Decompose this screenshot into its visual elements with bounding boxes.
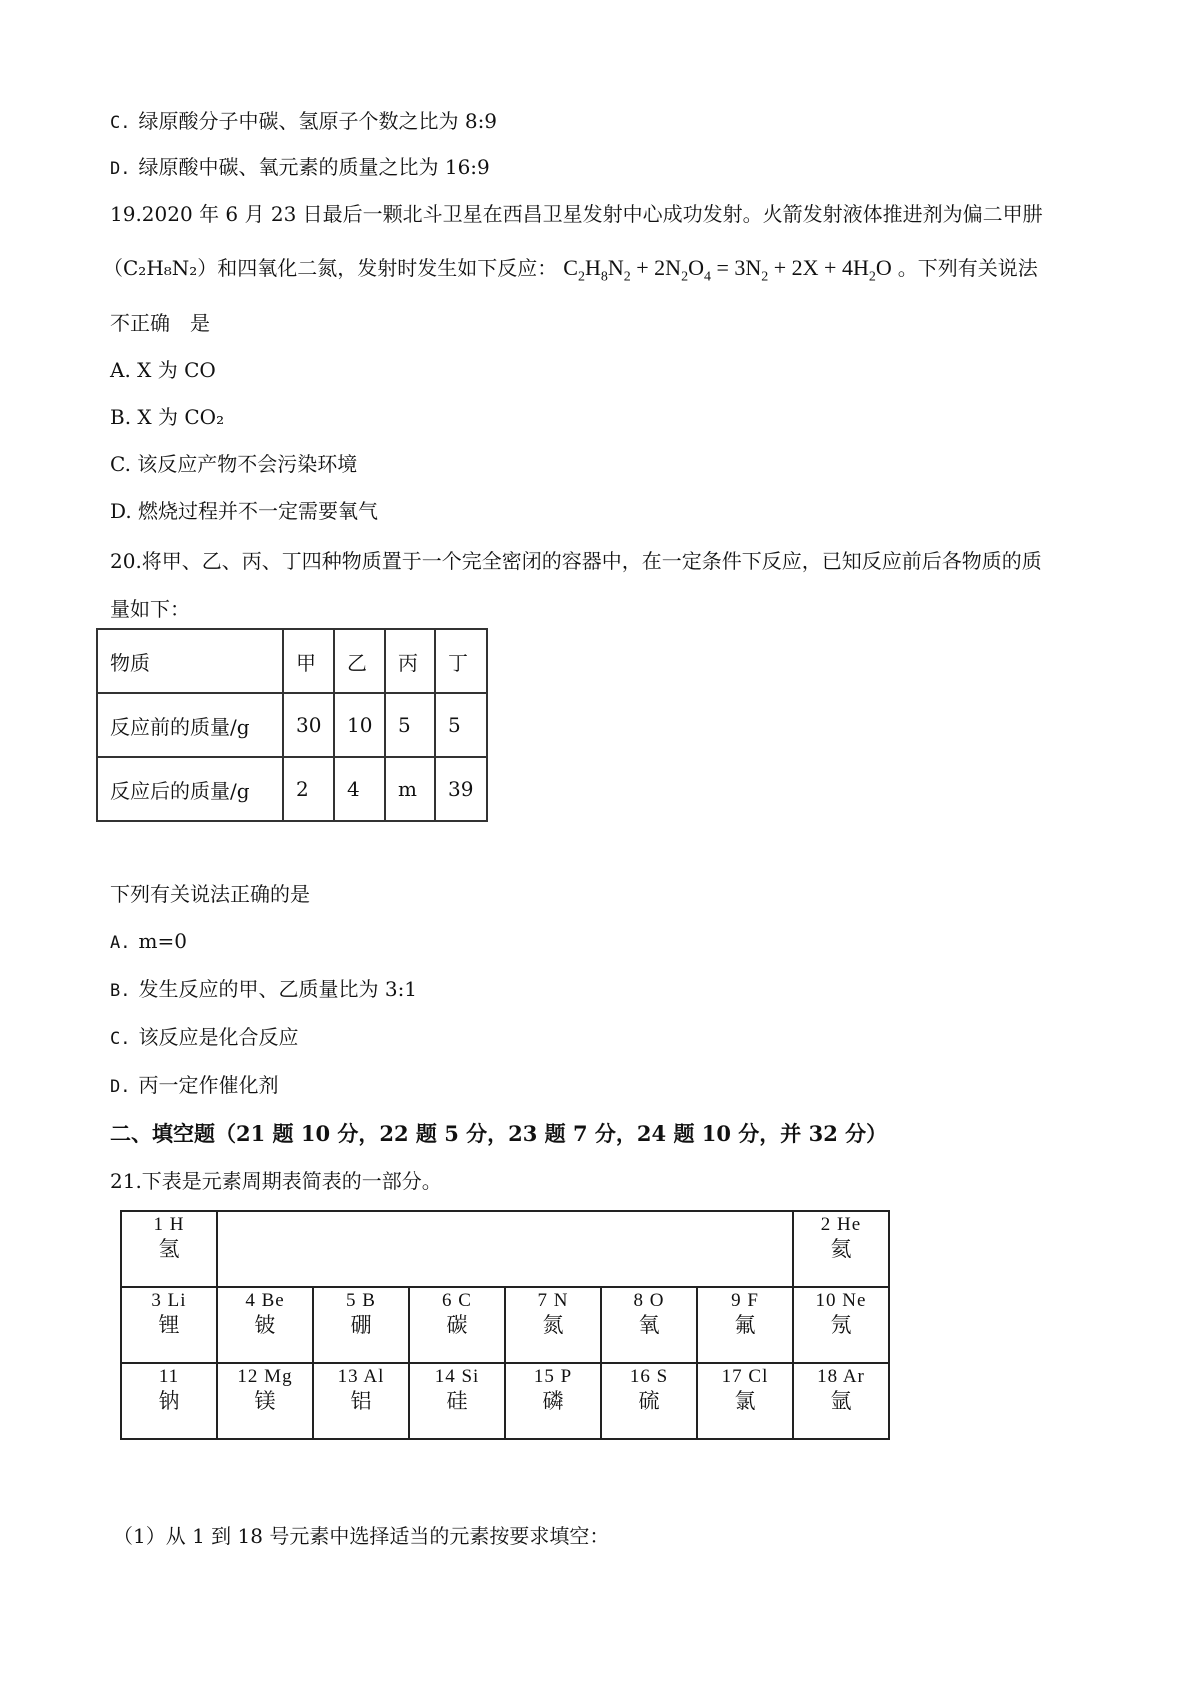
element-cell <box>793 1211 889 1287</box>
element-symbol: 11 <box>158 1366 180 1387</box>
option-text: 该反应是化合反应 <box>138 1025 299 1049</box>
reaction-equation: $C_2H_8N_2 + 2N_2O_4 = 3N_2 + 2X + 4H_2O$ <box>563 255 892 285</box>
element-cell <box>217 1287 313 1363</box>
option-letter: B. <box>110 981 131 1001</box>
element-symbol: 12 Mg <box>237 1366 293 1387</box>
table-cell: 反应后的质量/g <box>97 757 283 821</box>
element-name: 氩 <box>830 1389 852 1413</box>
table-cell: 39 <box>435 757 487 821</box>
table-cell: 甲 <box>283 629 334 693</box>
element-name: 氧 <box>638 1313 660 1337</box>
element-name: 碳 <box>446 1313 468 1337</box>
option-text: 丙一定作催化剂 <box>138 1073 279 1097</box>
section-title: 二、填空题（21 题 10 分，22 题 5 分，23 题 7 分，24 题 10 分，并 32 分） <box>110 1121 888 1146</box>
table-row <box>121 1211 889 1287</box>
periodic-table <box>120 1210 890 1440</box>
q19-option-d: D. 燃烧过程并不一定需要氧气 <box>110 499 379 523</box>
option-text: 发生反应的甲、乙质量比为 3:1 <box>138 977 418 1001</box>
q20-stem-line2: 量如下： <box>110 597 190 621</box>
element-cell <box>697 1363 793 1439</box>
table-cell: 物质 <box>97 629 283 693</box>
q18-option-d <box>110 153 490 183</box>
table-cell: m <box>385 757 435 821</box>
element-symbol: 5 B <box>346 1290 376 1311</box>
element-symbol: 15 P <box>533 1366 573 1387</box>
q19-stem-line3: 不正确 是 <box>110 311 210 335</box>
option-letter: A. <box>110 933 131 953</box>
q19-option-c: C. 该反应产物不会污染环境 <box>110 452 358 476</box>
element-symbol: 9 F <box>731 1290 759 1311</box>
q19-option-b: B. X 为 CO₂ <box>110 405 225 429</box>
q20-option-c <box>110 1023 298 1053</box>
q21-intro: 21.下表是元素周期表简表的一部分。 <box>110 1169 442 1193</box>
element-symbol: 2 He <box>820 1214 862 1235</box>
q19-option-a: A. X 为 CO <box>110 358 216 382</box>
element-name: 氮 <box>542 1313 564 1337</box>
option-letter: C. <box>110 113 131 133</box>
element-cell <box>793 1287 889 1363</box>
q18-option-c <box>110 107 497 137</box>
option-letter: C. <box>110 1029 131 1049</box>
option-letter: D. <box>110 1077 131 1097</box>
q20-option-d <box>110 1071 278 1101</box>
element-cell <box>505 1287 601 1363</box>
element-cell <box>601 1287 697 1363</box>
element-cell <box>505 1363 601 1439</box>
element-cell <box>409 1287 505 1363</box>
element-cell <box>121 1287 217 1363</box>
element-name: 磷 <box>542 1389 564 1413</box>
table-cell: 5 <box>385 693 435 757</box>
q19-stem-line1: 19.2020 年 6 月 23 日最后一颗北斗卫星在西昌卫星发射中心成功发射。火箭发射液体推进剂为偏二甲肼 <box>110 202 1043 226</box>
table-row <box>97 693 487 757</box>
option-text: 绿原酸中碳、氧元素的质量之比为 16:9 <box>138 155 490 179</box>
element-name: 氢 <box>158 1237 180 1261</box>
element-symbol: 1 H <box>153 1214 185 1235</box>
element-name: 钠 <box>158 1389 180 1413</box>
q20-stem-line1: 20.将甲、乙、丙、丁四种物质置于一个完全密闭的容器中，在一定条件下反应，已知反应前后各物质的质 <box>110 549 1042 573</box>
table-row <box>121 1287 889 1363</box>
element-name: 铝 <box>350 1389 372 1413</box>
element-symbol: 17 Cl <box>721 1366 769 1387</box>
element-symbol: 14 Si <box>434 1366 480 1387</box>
option-letter: D. <box>110 159 131 179</box>
element-name: 硼 <box>350 1313 372 1337</box>
element-cell <box>409 1363 505 1439</box>
table-cell: 2 <box>283 757 334 821</box>
table-row <box>97 629 487 693</box>
q21-sub1: （1）从 1 到 18 号元素中选择适当的元素按要求填空： <box>113 1524 610 1548</box>
table-cell: 丙 <box>385 629 435 693</box>
element-cell <box>121 1363 217 1439</box>
element-name: 镁 <box>254 1389 276 1413</box>
table-row <box>97 757 487 821</box>
element-cell <box>601 1363 697 1439</box>
q19-stem-line2-before: （C₂H₈N₂）和四氧化二氮，发射时发生如下反应： <box>103 256 558 280</box>
q19-stem-line2-after: 。下列有关说法 <box>897 256 1038 280</box>
element-symbol: 7 N <box>537 1290 569 1311</box>
table-cell: 10 <box>334 693 385 757</box>
table-cell: 5 <box>435 693 487 757</box>
element-name: 硅 <box>446 1389 468 1413</box>
element-cell <box>121 1211 217 1287</box>
element-name: 锂 <box>158 1313 180 1337</box>
table-cell: 反应前的质量/g <box>97 693 283 757</box>
table-cell: 4 <box>334 757 385 821</box>
table-row <box>121 1363 889 1439</box>
mass-table <box>96 628 488 822</box>
q19-stem-line2 <box>103 254 1038 291</box>
element-symbol: 4 Be <box>245 1290 285 1311</box>
element-name: 铍 <box>254 1313 276 1337</box>
element-cell <box>793 1363 889 1439</box>
option-text: 绿原酸分子中碳、氢原子个数之比为 8:9 <box>138 109 498 133</box>
table-cell: 丁 <box>435 629 487 693</box>
element-cell <box>313 1363 409 1439</box>
q20-option-b <box>110 975 417 1005</box>
element-name: 硫 <box>638 1389 660 1413</box>
element-name: 氟 <box>734 1313 756 1337</box>
element-symbol: 8 O <box>633 1290 665 1311</box>
element-symbol: 18 Ar <box>817 1366 865 1387</box>
element-name: 氖 <box>830 1313 852 1337</box>
element-cell <box>697 1287 793 1363</box>
element-name: 氯 <box>734 1389 756 1413</box>
element-cell <box>313 1287 409 1363</box>
element-symbol: 3 Li <box>151 1290 187 1311</box>
element-symbol: 6 C <box>442 1290 472 1311</box>
element-symbol: 10 Ne <box>815 1290 867 1311</box>
option-text: m=0 <box>138 929 187 953</box>
q20-prompt: 下列有关说法正确的是 <box>110 882 310 906</box>
element-cell <box>217 1363 313 1439</box>
blank-cell <box>217 1211 793 1287</box>
q20-option-a <box>110 927 187 957</box>
table-cell: 乙 <box>334 629 385 693</box>
element-symbol: 16 S <box>629 1366 669 1387</box>
element-symbol: 13 Al <box>337 1366 385 1387</box>
table-cell: 30 <box>283 693 334 757</box>
element-name: 氦 <box>830 1237 852 1261</box>
